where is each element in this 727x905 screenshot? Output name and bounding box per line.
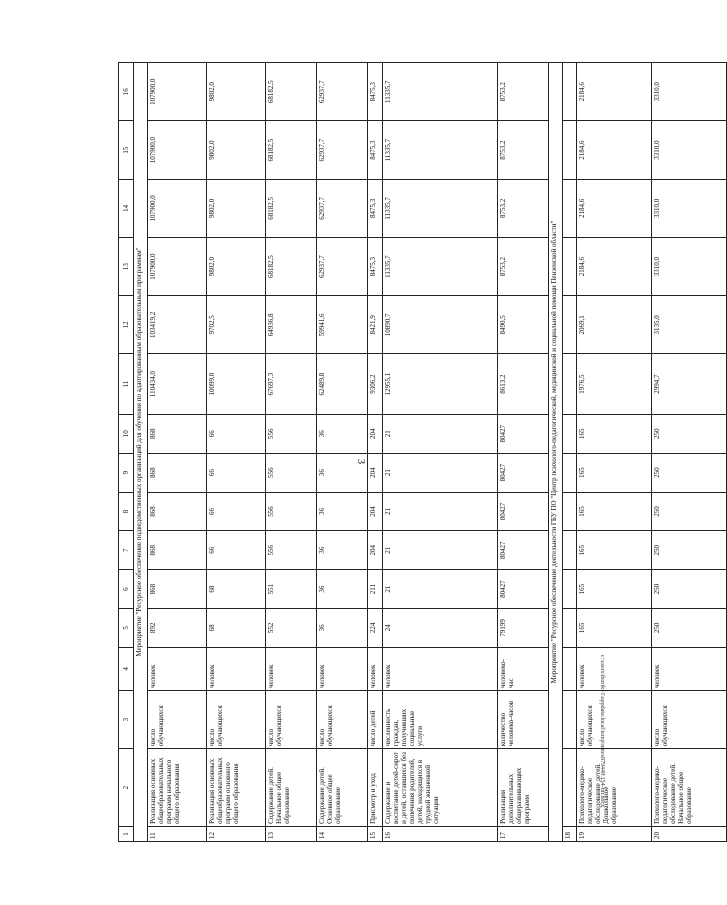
table-cell: количество человеко-часов	[498, 690, 549, 748]
table-cell: 250	[652, 570, 727, 609]
table-cell: 3310,0	[652, 121, 727, 179]
table-cell: 868	[148, 492, 207, 531]
table-cell: 68	[207, 609, 266, 648]
table-cell	[563, 492, 577, 531]
table-row	[207, 63, 266, 842]
table-cell	[563, 570, 577, 609]
table-cell: 68182,5	[266, 179, 317, 237]
table-cell: 868	[148, 531, 207, 570]
table-cell: число обучающихся	[317, 690, 368, 748]
table-cell: 36	[317, 414, 368, 453]
table-cell: Психолого-медико-педагогическое обследование детей. Начальное общее образование	[652, 749, 727, 827]
table-cell: 21	[383, 453, 498, 492]
column-header: 8	[119, 492, 134, 531]
table-cell: 59941,6	[317, 296, 368, 354]
table-cell: 66	[207, 531, 266, 570]
table-cell: 64936,8	[266, 296, 317, 354]
table-cell: 204	[368, 414, 383, 453]
row-number-cell: 12	[207, 826, 266, 841]
section-row	[134, 63, 148, 842]
table-cell: 892	[148, 609, 207, 648]
column-header: 5	[119, 609, 134, 648]
column-header: 15	[119, 121, 134, 179]
table-cell: 250	[652, 531, 727, 570]
column-header: 12	[119, 296, 134, 354]
table-cell: 1976,5	[577, 354, 652, 414]
table-cell	[563, 121, 577, 179]
table-cell: 11335,7	[383, 121, 498, 179]
column-header: 6	[119, 570, 134, 609]
table-cell	[563, 237, 577, 295]
table-cell: 107900,0	[148, 237, 207, 295]
table-cell: 3310,0	[652, 63, 727, 121]
table-cell: 24	[383, 609, 498, 648]
table-cell: 80427	[498, 570, 549, 609]
table-cell	[563, 296, 577, 354]
row-number-cell: 20	[652, 826, 727, 841]
table-cell: 21	[383, 570, 498, 609]
table-row	[266, 63, 317, 842]
table-cell: 68182,5	[266, 63, 317, 121]
table-cell: число детей	[368, 690, 383, 748]
table-cell	[563, 179, 577, 237]
table-cell	[563, 647, 577, 690]
table-cell: 8475,3	[368, 179, 383, 237]
row-number-cell: 16	[383, 826, 498, 841]
header-row	[119, 63, 134, 842]
table-cell: 250	[652, 453, 727, 492]
table-cell: 12955,1	[383, 354, 498, 414]
table-cell: 79199	[498, 609, 549, 648]
table-cell: 552	[266, 609, 317, 648]
footer-file-path: c:\users\iborik~1\appdata\local\temp\notes879448\154-пп.docx	[599, 654, 605, 808]
table-cell: 62937,7	[317, 237, 368, 295]
table-cell: численность граждан, получивших социальные услуги	[383, 690, 498, 748]
table-body	[119, 63, 727, 842]
table-cell: 11335,7	[383, 179, 498, 237]
table-cell: Содержание и воспитание детей-сирот и детей, оставшихся без попечения родителей, детей, находящихся в трудной жизненной ситуации	[383, 749, 498, 827]
table-cell: 103419,2	[148, 296, 207, 354]
table-cell: 36	[317, 531, 368, 570]
table-cell: 68182,5	[266, 121, 317, 179]
table-cell: 9802,0	[207, 121, 266, 179]
table-cell: 36	[317, 609, 368, 648]
table-cell: 21	[383, 492, 498, 531]
table-cell: 9306,2	[368, 354, 383, 414]
table-cell: 204	[368, 453, 383, 492]
rotated-table-container	[118, 62, 693, 842]
table-cell: 556	[266, 453, 317, 492]
table-cell: человек	[577, 647, 652, 690]
table-cell: 21	[383, 414, 498, 453]
table-cell: 107900,0	[148, 179, 207, 237]
table-cell: человек	[266, 647, 317, 690]
table-cell: 165	[577, 492, 652, 531]
table-cell	[563, 453, 577, 492]
table-cell	[563, 749, 577, 827]
table-cell: 8613,2	[498, 354, 549, 414]
table-cell: Содержание детей. Начальное общее образование	[266, 749, 317, 827]
table-cell: 165	[577, 609, 652, 648]
table-cell: 8753,2	[498, 121, 549, 179]
table-cell: число обучающихся	[148, 690, 207, 748]
table-cell: 868	[148, 570, 207, 609]
table-cell: 8475,3	[368, 121, 383, 179]
table-cell: 21	[383, 531, 498, 570]
table-cell: Реализация дополнительных общеразвивающих программ	[498, 749, 549, 827]
column-header: 3	[119, 690, 134, 748]
table-row	[652, 63, 727, 842]
table-cell: 36	[317, 570, 368, 609]
table-cell: человек	[368, 647, 383, 690]
table-cell: число обучающихся	[207, 690, 266, 748]
table-cell: 8753,2	[498, 63, 549, 121]
table-cell: 62937,7	[317, 63, 368, 121]
table-cell: 2184,6	[577, 63, 652, 121]
table-cell: человек	[317, 647, 368, 690]
table-cell: 8490,5	[498, 296, 549, 354]
table-cell: 68182,5	[266, 237, 317, 295]
table-cell: 165	[577, 453, 652, 492]
table-row	[368, 63, 383, 842]
table-cell: 9702,5	[207, 296, 266, 354]
column-header: 1	[119, 826, 134, 841]
row-number-cell: 18	[563, 826, 577, 841]
table-cell: 80427	[498, 531, 549, 570]
table-row	[498, 63, 549, 842]
table-cell: 2184,6	[577, 237, 652, 295]
table-cell: число обучающихся	[652, 690, 727, 748]
table-cell: 68	[207, 570, 266, 609]
table-cell: 10099,0	[207, 354, 266, 414]
table-cell: 211	[368, 570, 383, 609]
column-header: 7	[119, 531, 134, 570]
section-row	[549, 63, 563, 842]
table-cell	[563, 609, 577, 648]
table-row	[148, 63, 207, 842]
table-cell: человек	[148, 647, 207, 690]
table-cell: 107900,0	[148, 121, 207, 179]
table-cell	[563, 531, 577, 570]
row-number-cell: 15	[368, 826, 383, 841]
column-header: 13	[119, 237, 134, 295]
table-cell: 556	[266, 531, 317, 570]
table-cell: 66	[207, 492, 266, 531]
table-cell: 8475,3	[368, 237, 383, 295]
table-cell: 9802,0	[207, 179, 266, 237]
table-cell: 107900,0	[148, 63, 207, 121]
column-header: 2	[119, 749, 134, 827]
table-cell: 3310,0	[652, 179, 727, 237]
table-cell: человек	[207, 647, 266, 690]
table-cell: 62937,7	[317, 179, 368, 237]
table-cell: 551	[266, 570, 317, 609]
table-cell: Реализация основных общеобразовательных программ основного общего образования	[207, 749, 266, 827]
table-cell	[563, 63, 577, 121]
table-row	[383, 63, 498, 842]
table-cell: 556	[266, 414, 317, 453]
table-cell: 8753,2	[498, 237, 549, 295]
table-cell: 36	[317, 453, 368, 492]
table-cell: 36	[317, 492, 368, 531]
table-cell: 250	[652, 414, 727, 453]
table-cell: Содержание детей. Основное общее образование	[317, 749, 368, 827]
table-cell: 165	[577, 414, 652, 453]
table-cell: 2994,7	[652, 354, 727, 414]
table-cell	[563, 354, 577, 414]
table-cell: 2184,6	[577, 121, 652, 179]
table-cell: человек	[652, 647, 727, 690]
table-cell: 62937,7	[317, 121, 368, 179]
table-cell: 80427	[498, 453, 549, 492]
row-number-cell: 13	[266, 826, 317, 841]
table-cell: 8475,3	[368, 63, 383, 121]
data-table	[118, 62, 727, 842]
table-cell: 66	[207, 453, 266, 492]
table-cell: 204	[368, 492, 383, 531]
table-cell: 11335,7	[383, 237, 498, 295]
table-cell: Психолого-медико-педагогическое обследование детей. Дошкольное образование	[577, 749, 652, 827]
section-title: Мероприятие "Ресурсное обеспечение деятельности ГБУ ПО "Центр психолого-педагогической, медицинской и социальной помощи Пензенской области"	[549, 63, 563, 842]
table-cell: число обучающихся	[266, 690, 317, 748]
page-number: 3	[355, 459, 366, 464]
table-cell: 11335,7	[383, 63, 498, 121]
table-cell: 250	[652, 609, 727, 648]
row-number-cell: 19	[577, 826, 652, 841]
table-cell: 10890,7	[383, 296, 498, 354]
table-cell: человек	[383, 647, 498, 690]
row-number-cell: 14	[317, 826, 368, 841]
table-row	[563, 63, 577, 842]
table-cell: 66	[207, 414, 266, 453]
table-cell: 110434,0	[148, 354, 207, 414]
table-cell: 204	[368, 531, 383, 570]
column-header: 10	[119, 414, 134, 453]
section-title: Мероприятие "Ресурсное обеспечение подведомственных организаций для обучения по адаптированным образовательным программам"	[134, 63, 148, 842]
table-cell: 224	[368, 609, 383, 648]
table-cell: человеко-час	[498, 647, 549, 690]
table-cell: 868	[148, 414, 207, 453]
row-number-cell: 11	[148, 826, 207, 841]
table-cell: 80427	[498, 414, 549, 453]
column-header: 16	[119, 63, 134, 121]
table-cell: 8421,9	[368, 296, 383, 354]
table-cell: 3135,0	[652, 296, 727, 354]
table-row	[577, 63, 652, 842]
table-row	[317, 63, 368, 842]
table-cell: 9802,0	[207, 63, 266, 121]
column-header: 4	[119, 647, 134, 690]
table-cell: 9802,0	[207, 237, 266, 295]
column-header: 9	[119, 453, 134, 492]
table-cell: Присмотр и уход	[368, 749, 383, 827]
table-cell: 868	[148, 453, 207, 492]
table-cell: 67697,3	[266, 354, 317, 414]
table-cell: 165	[577, 531, 652, 570]
table-cell: 556	[266, 492, 317, 531]
table-cell: 62489,8	[317, 354, 368, 414]
table-cell	[563, 690, 577, 748]
row-number-cell: 17	[498, 826, 549, 841]
table-cell: 2069,1	[577, 296, 652, 354]
table-cell: 80427	[498, 492, 549, 531]
table-cell: 165	[577, 570, 652, 609]
table-cell: 2184,6	[577, 179, 652, 237]
table-cell: 250	[652, 492, 727, 531]
column-header: 11	[119, 354, 134, 414]
table-cell: Реализация основных общеобразовательных программ начального общего образования	[148, 749, 207, 827]
table-cell: 3310,0	[652, 237, 727, 295]
column-header: 14	[119, 179, 134, 237]
table-cell	[563, 414, 577, 453]
table-cell: 8753,2	[498, 179, 549, 237]
table-cell: число обучающихся	[577, 690, 652, 748]
